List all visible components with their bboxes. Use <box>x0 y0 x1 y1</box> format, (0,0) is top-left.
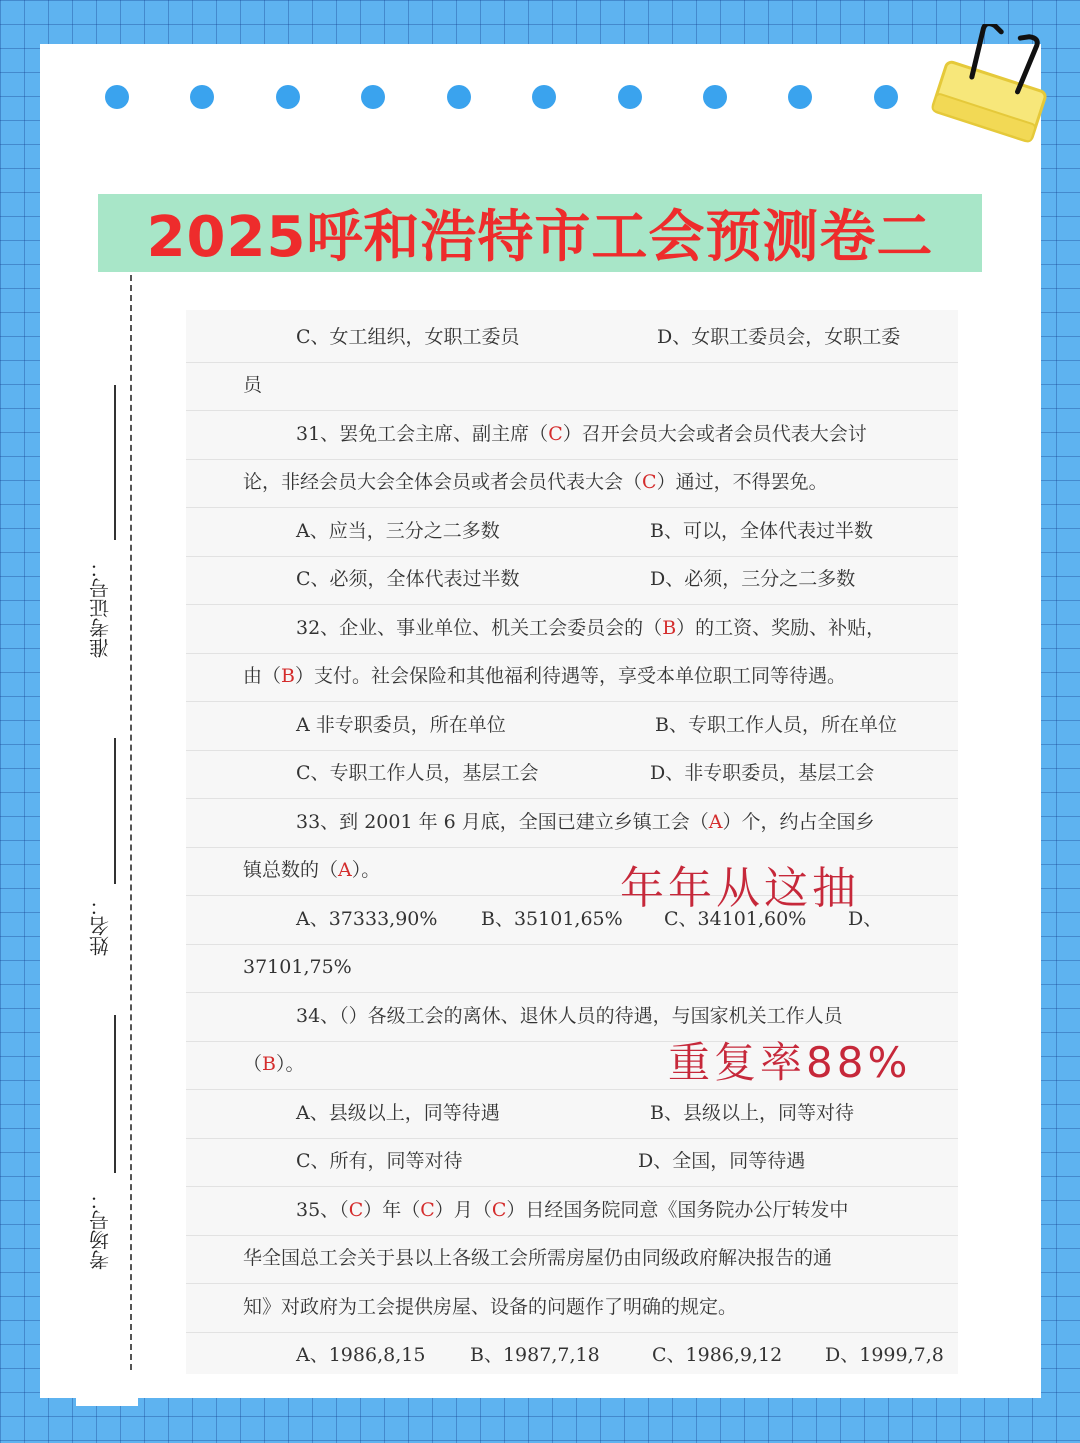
q32-option-a: A 非专职委员，所在单位 <box>296 714 506 736</box>
exam-room-label: 考场号： <box>88 1190 113 1270</box>
ruled-line <box>186 701 958 702</box>
name-blank <box>114 738 116 884</box>
ruled-line <box>186 1186 958 1187</box>
q33-option-a: A、37333,90% <box>296 908 438 930</box>
q32-option-d: D、非专职委员，基层工会 <box>650 762 875 784</box>
name-label: 姓名： <box>88 896 113 956</box>
ruled-line <box>186 992 958 993</box>
q30-option-d: D、女职工委员会，女职工委 <box>657 326 901 348</box>
q33-option-c: C、34101,60% <box>664 908 807 930</box>
q33-option-d-continued: 37101,75% <box>243 956 352 978</box>
q31-option-c: C、必须，全体代表过半数 <box>296 568 520 590</box>
binding-hole <box>361 85 385 109</box>
q34-option-c: C、所有，同等对待 <box>296 1150 463 1172</box>
ruled-line <box>186 459 958 460</box>
answer-mark: C <box>491 1199 507 1221</box>
ruled-line <box>186 604 958 605</box>
binding-hole <box>874 85 898 109</box>
binding-hole <box>532 85 556 109</box>
q30-option-d-continued: 员 <box>243 374 263 396</box>
q32-option-c: C、专职工作人员，基层工会 <box>296 762 539 784</box>
answer-mark: C <box>548 423 563 445</box>
title-band <box>98 194 982 272</box>
q31-option-a: A、应当，三分之二多数 <box>296 520 500 542</box>
q35-line-2: 华全国总工会关于县以上各级工会所需房屋仍由同级政府解决报告的通 <box>243 1247 833 1269</box>
binding-hole <box>190 85 214 109</box>
ruled-line <box>186 410 958 411</box>
q32-line-1: 32、企业、事业单位、机关工会委员会的（B）的工资、奖励、补贴， <box>296 617 886 639</box>
q31-line-2: 论，非经会员大会全体会员或者会员代表大会（C）通过，不得罢免。 <box>243 471 828 493</box>
binding-hole <box>105 85 129 109</box>
q35-option-c: C、1986,9,12 <box>652 1344 783 1366</box>
paper-corner-tab <box>76 1380 138 1406</box>
binding-hole <box>276 85 300 109</box>
answer-mark: C <box>420 1199 435 1221</box>
ruled-line <box>186 1283 958 1284</box>
answer-mark: B <box>662 617 677 639</box>
ruled-line <box>186 1235 958 1236</box>
q31-line-1: 31、罢免工会主席、副主席（C）召开会员大会或者会员代表大会讨 <box>296 423 867 445</box>
ruled-line <box>186 944 958 945</box>
answer-mark: C <box>642 471 657 493</box>
exam-id-blank <box>114 385 116 540</box>
q35-option-d: D、1999,7,8 <box>825 1344 944 1366</box>
q34-option-d: D、全国，同等待遇 <box>638 1150 806 1172</box>
q32-line-2: 由（B）支付。社会保险和其他福利待遇等，享受本单位职工同等待遇。 <box>243 665 846 687</box>
q34-option-b: B、县级以上，同等对待 <box>650 1102 854 1124</box>
binding-hole <box>618 85 642 109</box>
q34-option-a: A、县级以上，同等待遇 <box>296 1102 500 1124</box>
binding-margin-line <box>130 275 132 1370</box>
q32-option-b: B、专职工作人员，所在单位 <box>655 714 897 736</box>
page-title: 2025呼和浩特市工会预测卷二 <box>146 205 934 270</box>
ruled-line <box>186 362 958 363</box>
q33-line-2: 镇总数的（A）。 <box>243 859 381 881</box>
binding-hole <box>447 85 471 109</box>
ruled-line <box>186 750 958 751</box>
q33-option-d: D、 <box>848 908 883 930</box>
q34-line-2: （B）。 <box>243 1053 305 1075</box>
binding-holes <box>40 44 1041 144</box>
q35-line-1: 35、（C）年（C）月（C）日经国务院同意《国务院办公厅转发中 <box>296 1199 849 1221</box>
exam-id-label: 准考证号： <box>88 558 113 658</box>
answer-mark: A <box>338 859 352 881</box>
ruled-line <box>186 1138 958 1139</box>
ruled-line <box>186 847 958 848</box>
q31-option-b: B、可以，全体代表过半数 <box>650 520 873 542</box>
binding-hole <box>788 85 812 109</box>
answer-mark: A <box>708 811 723 833</box>
handwritten-note-frequency: 年年从这抽 <box>620 863 860 914</box>
answer-mark: B <box>281 665 295 687</box>
binder-clip-icon <box>926 24 1056 154</box>
q33-option-b: B、35101,65% <box>481 908 623 930</box>
handwritten-note-repeat-rate: 重复率88% <box>668 1038 912 1087</box>
q30-option-c: C、女工组织，女职工委员 <box>296 326 520 348</box>
q35-option-a: A、1986,8,15 <box>296 1344 426 1366</box>
binding-hole <box>703 85 727 109</box>
ruled-line <box>186 798 958 799</box>
exam-room-blank <box>114 1015 116 1173</box>
answer-mark: B <box>262 1053 276 1075</box>
q34-line-1: 34、（）各级工会的离休、退休人员的待遇，与国家机关工作人员 <box>296 1005 843 1027</box>
ruled-line <box>186 556 958 557</box>
ruled-line <box>186 1332 958 1333</box>
q31-option-d: D、必须，三分之二多数 <box>650 568 856 590</box>
ruled-line <box>186 507 958 508</box>
q35-option-b: B、1987,7,18 <box>470 1344 600 1366</box>
answer-mark: C <box>348 1199 364 1221</box>
q33-line-1: 33、到 2001 年 6 月底，全国已建立乡镇工会（A）个，约占全国乡 <box>296 811 875 833</box>
ruled-line <box>186 653 958 654</box>
q35-line-3: 知》对政府为工会提供房屋、设备的问题作了明确的规定。 <box>243 1296 738 1318</box>
